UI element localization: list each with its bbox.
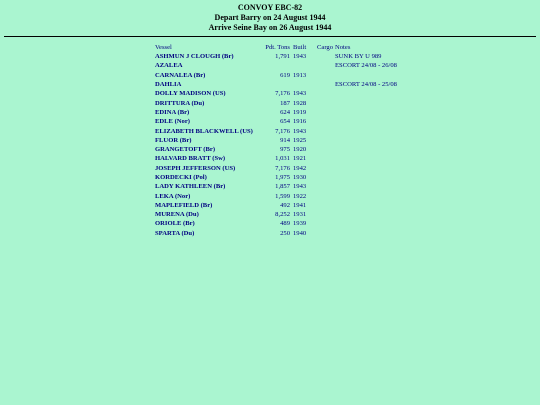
cell-cargo	[316, 126, 334, 135]
cell-vessel: AZALEA	[155, 62, 183, 70]
cell-cargo	[316, 182, 334, 191]
table-row	[154, 201, 398, 210]
cell-notes	[334, 201, 398, 210]
cell-notes	[334, 210, 398, 219]
cell-tons: 1,975	[275, 174, 290, 181]
column-header-cargo: Cargo	[317, 44, 333, 51]
table-row	[154, 164, 398, 173]
table-row	[154, 98, 398, 107]
column-header-vessel: Vessel	[155, 44, 172, 51]
cell-vessel: DAHLIA	[155, 81, 182, 89]
cell-built: 1943	[293, 53, 307, 61]
cell-notes: ESCORT 24/08 - 26/08	[335, 62, 397, 70]
cell-notes	[334, 164, 398, 173]
cell-vessel: LEKA (Nor)	[155, 192, 191, 200]
cell-built: 1940	[293, 229, 307, 237]
cell-vessel: MURENA (Du)	[155, 211, 199, 219]
table-row	[154, 191, 398, 200]
cell-cargo	[316, 191, 334, 200]
cell-cargo	[316, 71, 334, 80]
cell-tons: 250	[280, 229, 290, 237]
cell-tons: 7,176	[275, 164, 290, 172]
cell-built: 1931	[293, 211, 307, 219]
table-row	[154, 61, 398, 70]
cell-notes	[334, 71, 398, 80]
cell-cargo	[316, 61, 334, 70]
cell-vessel: EDLE (Nor)	[155, 118, 190, 126]
table-row	[154, 136, 398, 145]
cell-cargo	[316, 219, 334, 228]
cell-tons: 1,857	[275, 183, 290, 191]
cell-tons	[263, 61, 292, 70]
table-body	[154, 52, 398, 238]
cell-built: 1925	[293, 136, 307, 144]
cell-notes	[334, 145, 398, 154]
cell-tons: 7,176	[275, 127, 290, 135]
cell-tons: 7,176	[275, 90, 290, 98]
cell-cargo	[316, 108, 334, 117]
cell-vessel: ASHMUN J CLOUGH (Br)	[155, 53, 234, 61]
cell-notes: ESCORT 24/08 - 25/08	[335, 81, 397, 89]
cell-tons: 1,599	[275, 192, 290, 200]
cell-notes	[334, 136, 398, 145]
cell-built: 1928	[293, 99, 307, 107]
table-row	[154, 117, 398, 126]
cell-vessel: FLUOR (Br)	[155, 136, 192, 144]
cell-vessel: SPARTA (Du)	[155, 229, 195, 237]
cell-notes	[334, 117, 398, 126]
depart-info: Depart Barry on 24 August 1944	[214, 13, 326, 22]
cell-cargo	[316, 136, 334, 145]
cell-notes: SUNK BY U 989	[335, 53, 382, 61]
table-row	[154, 173, 398, 182]
cell-notes	[334, 126, 398, 135]
cell-cargo	[316, 80, 334, 89]
cell-built: 1943	[293, 90, 307, 98]
cell-tons: 1,791	[275, 53, 290, 61]
convoy-header	[0, 0, 540, 33]
cell-cargo	[316, 154, 334, 163]
cell-tons: 492	[280, 201, 290, 209]
cell-vessel: GRANGETOFT (Br)	[155, 146, 216, 154]
table-row	[154, 52, 398, 61]
table-row	[154, 89, 398, 98]
cell-vessel: MAPLEFIELD (Br)	[155, 201, 213, 209]
cell-built: 1922	[293, 192, 307, 200]
cell-notes	[334, 173, 398, 182]
cell-vessel: DOLLY MADISON (US)	[155, 90, 226, 98]
cell-tons: 654	[280, 118, 290, 126]
cell-cargo	[316, 173, 334, 182]
convoy-vessel-table	[154, 44, 398, 238]
cell-built: 1920	[293, 146, 307, 154]
cell-built: 1939	[293, 220, 307, 228]
cell-cargo	[316, 201, 334, 210]
cell-tons: 1,031	[275, 155, 290, 163]
column-header-notes: Notes	[335, 44, 351, 51]
cell-built: 1921	[293, 155, 307, 163]
cell-notes	[334, 219, 398, 228]
cell-notes	[334, 182, 398, 191]
cell-built: 1913	[293, 71, 307, 79]
table-row	[154, 71, 398, 80]
cell-cargo	[316, 117, 334, 126]
table-header-row	[154, 44, 398, 52]
table-row	[154, 229, 398, 238]
cell-vessel: KORDECKI (Pol)	[155, 174, 207, 181]
table-row	[154, 219, 398, 228]
table-row	[154, 154, 398, 163]
cell-tons: 975	[280, 146, 290, 154]
cell-cargo	[316, 164, 334, 173]
cell-tons: 914	[280, 136, 290, 144]
table-row	[154, 80, 398, 89]
cell-vessel: DRITTURA (Du)	[155, 99, 205, 107]
cell-notes	[334, 108, 398, 117]
cell-cargo	[316, 52, 334, 61]
cell-notes	[334, 154, 398, 163]
cell-vessel: JOSEPH JEFFERSON (US)	[155, 164, 236, 172]
cell-built	[292, 61, 316, 70]
cell-built: 1916	[293, 118, 307, 126]
cell-built: 1942	[293, 164, 307, 172]
cell-cargo	[316, 229, 334, 238]
cell-cargo	[316, 210, 334, 219]
cell-cargo	[316, 98, 334, 107]
cell-tons: 489	[280, 220, 290, 228]
cell-tons: 187	[280, 99, 290, 107]
cell-vessel: ELIZABETH BLACKWELL (US)	[155, 127, 253, 135]
cell-tons	[263, 80, 292, 89]
cell-notes	[334, 191, 398, 200]
cell-cargo	[316, 89, 334, 98]
cell-vessel: CARNALEA (Br)	[155, 71, 206, 79]
cell-tons: 619	[280, 71, 290, 79]
table-row	[154, 126, 398, 135]
cell-vessel: HALVARD BRATT (Sw)	[155, 155, 226, 163]
cell-vessel: ORIOLE (Br)	[155, 220, 195, 228]
convoy-title: CONVOY EBC-82	[237, 3, 303, 12]
cell-notes	[334, 89, 398, 98]
cell-notes	[334, 98, 398, 107]
header-divider	[4, 36, 536, 37]
cell-vessel: LADY KATHLEEN (Br)	[155, 183, 226, 191]
cell-notes	[334, 229, 398, 238]
cell-built: 1930	[293, 174, 307, 181]
cell-built: 1941	[293, 201, 307, 209]
cell-built: 1943	[293, 127, 307, 135]
table-row	[154, 210, 398, 219]
table-row	[154, 145, 398, 154]
cell-built	[292, 80, 316, 89]
cell-built: 1919	[293, 108, 307, 116]
cell-built: 1943	[293, 183, 307, 191]
cell-vessel: EDINA (Br)	[155, 108, 190, 116]
cell-cargo	[316, 145, 334, 154]
table-row	[154, 182, 398, 191]
cell-tons: 624	[280, 108, 290, 116]
column-header-built: Built	[293, 44, 307, 51]
arrive-info: Arrive Seine Bay on 26 August 1944	[208, 23, 332, 32]
table-row	[154, 108, 398, 117]
column-header-tons: Pdt. Tons	[265, 44, 290, 51]
cell-tons: 8,252	[275, 211, 290, 219]
